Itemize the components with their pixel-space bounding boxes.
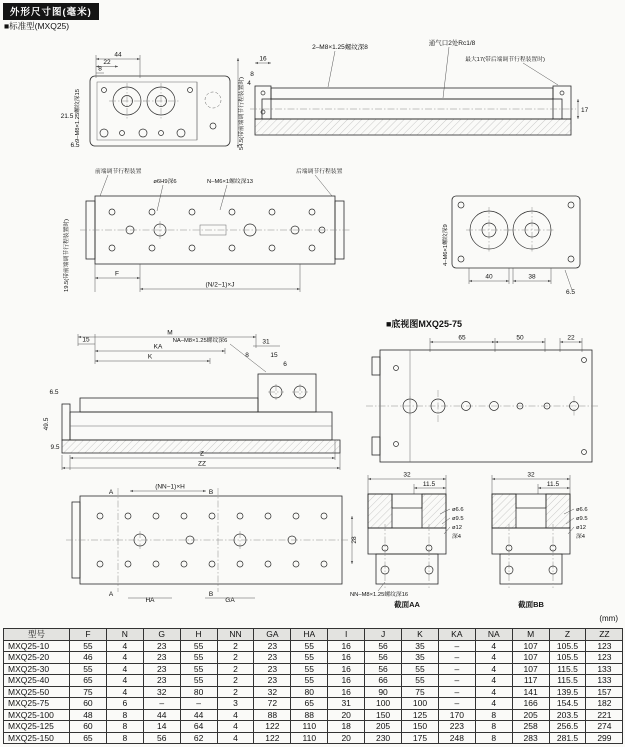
value-cell: 90	[365, 686, 402, 698]
value-cell: 31	[328, 698, 365, 710]
value-cell: 117	[512, 675, 549, 687]
dim-17-label: 17	[581, 107, 589, 114]
value-cell: 8	[475, 709, 512, 721]
value-cell: 205	[365, 721, 402, 733]
column-header: K	[402, 629, 439, 641]
value-cell: 65	[70, 675, 107, 687]
value-cell: 4	[475, 675, 512, 687]
end-thread-callout: 4–M6×1螺纹深9	[443, 224, 449, 266]
model-cell: MXQ25-100	[4, 709, 70, 721]
value-cell: 60	[70, 721, 107, 733]
value-cell: 55	[180, 652, 217, 664]
value-cell: 100	[365, 698, 402, 710]
air-port-callout: 通气口2处Rc1/8	[428, 40, 476, 47]
section-A-letter-bottom: A	[108, 591, 114, 598]
dim-32-aa-label: 32	[403, 471, 411, 479]
value-cell: 110	[291, 721, 328, 733]
value-cell: 20	[328, 732, 365, 744]
value-cell: 205	[512, 709, 549, 721]
value-cell: 56	[365, 640, 402, 652]
dim-6-5-end-label: 6.5	[566, 289, 576, 296]
dia-2-bb-label: ø9.5	[576, 516, 588, 522]
table-row	[4, 732, 623, 744]
column-header: J	[365, 629, 402, 641]
value-cell: 56	[365, 663, 402, 675]
section-B-letter-top: B	[208, 489, 214, 496]
dim-40-label: 40	[485, 273, 493, 281]
model-cell: MXQ25-75	[4, 698, 70, 710]
value-cell: 23	[254, 675, 291, 687]
value-cell: –	[438, 663, 475, 675]
value-cell: 123	[586, 652, 623, 664]
value-cell: 55	[291, 675, 328, 687]
value-cell: 2	[217, 675, 254, 687]
value-cell: 66	[365, 675, 402, 687]
stroke-adjuster-note: 54.5(带前端调节行程装置时)	[239, 76, 245, 150]
value-cell: 133	[586, 663, 623, 675]
dim-table-head-row	[4, 629, 623, 641]
value-cell: 16	[328, 652, 365, 664]
column-header: H	[180, 629, 217, 641]
table-row	[4, 698, 623, 710]
front-stroke-note: 19.5(带前端调节行程装置时)	[64, 218, 70, 292]
value-cell: 16	[328, 640, 365, 652]
depth-bb-label: 深4	[576, 534, 586, 540]
value-cell: 32	[254, 686, 291, 698]
value-cell: 4	[106, 640, 143, 652]
pin-hole-callout: ø6H9深6	[153, 179, 177, 185]
model-cell: MXQ25-30	[4, 663, 70, 675]
drawing-top-plan-view	[61, 52, 245, 151]
table-thread-callout: NA–M8×1.25螺纹深6	[172, 338, 228, 344]
value-cell: 170	[438, 709, 475, 721]
value-cell: 125	[402, 709, 439, 721]
table-row	[4, 652, 623, 664]
dimension-table	[3, 628, 623, 744]
value-cell: 4	[475, 698, 512, 710]
drawing-end-view	[441, 196, 580, 296]
dim-9-5-label: 9.5	[50, 444, 60, 451]
drawing-bottom-view-75	[366, 335, 600, 463]
dia-3-bb-label: ø12	[576, 525, 586, 531]
column-header: I	[328, 629, 365, 641]
value-cell: 64	[180, 721, 217, 733]
value-cell: 2	[217, 640, 254, 652]
value-cell: 62	[180, 732, 217, 744]
value-cell: 56	[365, 652, 402, 664]
dim-K-label: K	[147, 353, 153, 361]
value-cell: 23	[143, 675, 180, 687]
value-cell: 23	[143, 663, 180, 675]
value-cell: 32	[143, 686, 180, 698]
value-cell: 14	[143, 721, 180, 733]
value-cell: 107	[512, 652, 549, 664]
value-cell: 6	[106, 698, 143, 710]
value-cell: 122	[254, 732, 291, 744]
bottom-view-label: ■底视图MXQ25-75	[386, 319, 462, 329]
value-cell: 56	[143, 732, 180, 744]
value-cell: 8	[475, 721, 512, 733]
value-cell: 55	[402, 663, 439, 675]
model-cell: MXQ25-10	[4, 640, 70, 652]
dia-1-bb-label: ø6.6	[576, 507, 588, 513]
max-stroke-callout: 最大17(带后端调节行程装置时)	[465, 57, 545, 63]
value-cell: 4	[106, 675, 143, 687]
value-cell: 256.5	[549, 721, 586, 733]
value-cell: 115.5	[549, 663, 586, 675]
section-aa-caption: 截面AA	[394, 600, 420, 609]
dim-8-mid-label: 8	[245, 352, 249, 359]
dim-NN-H-label: (NN−1)×H	[155, 483, 185, 491]
value-cell: 23	[254, 652, 291, 664]
column-header: N	[106, 629, 143, 641]
dim-16-label: 16	[259, 55, 267, 63]
body-thread-callout: N–M6×1螺纹深13	[207, 179, 253, 185]
column-header: HA	[291, 629, 328, 641]
dim-HA-label: HA	[145, 597, 155, 604]
value-cell: 48	[70, 709, 107, 721]
value-cell: 16	[328, 663, 365, 675]
value-cell: 55	[70, 640, 107, 652]
page-title: 外形尺寸图(毫米)	[3, 3, 99, 20]
dim-4-label: 4	[247, 80, 251, 87]
dim-6-5-mid-label: 6.5	[49, 389, 59, 396]
value-cell: 2	[217, 652, 254, 664]
value-cell: 154.5	[549, 698, 586, 710]
drawing-section-bb	[492, 472, 588, 610]
value-cell: 80	[291, 686, 328, 698]
value-cell: 107	[512, 663, 549, 675]
value-cell: 72	[254, 698, 291, 710]
dim-11-5-bb-label: 11.5	[546, 480, 560, 488]
section-bb-caption: 截面BB	[518, 600, 544, 609]
dim-22-label-75: 22	[567, 334, 575, 342]
value-cell: 8	[475, 732, 512, 744]
value-cell: 60	[70, 698, 107, 710]
value-cell: 166	[512, 698, 549, 710]
value-cell: 3	[217, 698, 254, 710]
thread-callout-side: 2–M8×1.25螺纹深8	[312, 44, 368, 51]
front-adjuster-callout: 前端调节行程装置	[95, 169, 142, 175]
dim-F-label: F	[115, 270, 119, 278]
dim-65-label: 65	[458, 334, 466, 342]
table-row	[4, 721, 623, 733]
value-cell: 55	[180, 663, 217, 675]
value-cell: 4	[217, 709, 254, 721]
table-row	[4, 675, 623, 687]
value-cell: 55	[180, 675, 217, 687]
value-cell: 55	[291, 640, 328, 652]
nn-thread-callout: NN–M8×1.25螺纹深16	[350, 592, 409, 598]
value-cell: 4	[106, 663, 143, 675]
standard-type-label: ■标准型(MXQ25)	[4, 21, 70, 31]
drawing-mid-plan-view	[62, 167, 350, 292]
dim-Z-label: Z	[200, 450, 204, 458]
value-cell: –	[438, 640, 475, 652]
section-A-letter-top: A	[108, 489, 114, 496]
value-cell: 139.5	[549, 686, 586, 698]
value-cell: 75	[402, 686, 439, 698]
unit-label: (mm)	[599, 614, 618, 623]
value-cell: 4	[475, 663, 512, 675]
dim-KA-label: KA	[153, 343, 163, 351]
value-cell: 4	[106, 652, 143, 664]
value-cell: 18	[328, 721, 365, 733]
value-cell: 16	[328, 675, 365, 687]
value-cell: 115.5	[549, 675, 586, 687]
value-cell: 141	[512, 686, 549, 698]
value-cell: 55	[180, 640, 217, 652]
value-cell: 8	[106, 732, 143, 744]
value-cell: 4	[475, 686, 512, 698]
dim-6-label: 6	[283, 361, 287, 368]
value-cell: 2	[217, 686, 254, 698]
value-cell: 88	[291, 709, 328, 721]
value-cell: 16	[328, 686, 365, 698]
column-header: Z	[549, 629, 586, 641]
model-cell: MXQ25-40	[4, 675, 70, 687]
dim-38-label: 38	[528, 273, 536, 281]
value-cell: –	[438, 698, 475, 710]
value-cell: 2	[217, 663, 254, 675]
dim-table-body	[4, 640, 623, 744]
rear-adjuster-callout: 后端调节行程装置	[296, 169, 343, 175]
value-cell: –	[438, 686, 475, 698]
value-cell: 223	[438, 721, 475, 733]
value-cell: 4	[217, 732, 254, 744]
value-cell: 55	[291, 652, 328, 664]
value-cell: 88	[254, 709, 291, 721]
depth-aa-label: 深4	[452, 534, 462, 540]
dim-15b-label: 15	[270, 352, 278, 359]
dim-21-5-label: 21.5	[60, 113, 74, 120]
dim-ZZ-label: ZZ	[198, 460, 206, 468]
value-cell: 8	[106, 721, 143, 733]
value-cell: 23	[254, 663, 291, 675]
dim-11-5-aa-label: 11.5	[422, 480, 436, 488]
value-cell: 55	[402, 675, 439, 687]
column-header: G	[143, 629, 180, 641]
value-cell: 35	[402, 652, 439, 664]
value-cell: 4	[106, 686, 143, 698]
thread-callout-top-plan: 9–M8×1.25螺纹深15	[75, 88, 81, 142]
value-cell: 105.5	[549, 640, 586, 652]
value-cell: 80	[180, 686, 217, 698]
value-cell: 175	[402, 732, 439, 744]
dim-M-label: M	[167, 329, 173, 337]
value-cell: 248	[438, 732, 475, 744]
model-cell: MXQ25-50	[4, 686, 70, 698]
dim-8-side-label: 8	[250, 71, 254, 78]
value-cell: 150	[365, 709, 402, 721]
value-cell: 23	[254, 640, 291, 652]
table-row	[4, 686, 623, 698]
dia-2-aa-label: ø9.5	[452, 516, 464, 522]
value-cell: 55	[70, 663, 107, 675]
value-cell: 55	[291, 663, 328, 675]
model-cell: MXQ25-20	[4, 652, 70, 664]
value-cell: 105.5	[549, 652, 586, 664]
table-row	[4, 663, 623, 675]
dim-22-label: 22	[103, 59, 111, 66]
value-cell: 281.5	[549, 732, 586, 744]
value-cell: 23	[143, 652, 180, 664]
value-cell: 182	[586, 698, 623, 710]
value-cell: 44	[143, 709, 180, 721]
value-cell: 23	[143, 640, 180, 652]
dia-3-aa-label: ø12	[452, 525, 462, 531]
dim-NJ-label: (N/2−1)×J	[205, 281, 235, 289]
column-header: GA	[254, 629, 291, 641]
dim-6-5-label: 6.5	[70, 142, 80, 149]
dim-31-label: 31	[262, 338, 270, 346]
column-header: M	[512, 629, 549, 641]
dim-32-bb-label: 32	[527, 471, 535, 479]
value-cell: 258	[512, 721, 549, 733]
model-cell: MXQ25-150	[4, 732, 70, 744]
dim-49-5-label: 49.5	[43, 417, 50, 431]
dim-50-label: 50	[516, 334, 524, 342]
value-cell: 157	[586, 686, 623, 698]
value-cell: 65	[291, 698, 328, 710]
dim-44-label: 44	[114, 51, 122, 59]
value-cell: 230	[365, 732, 402, 744]
value-cell: –	[143, 698, 180, 710]
dim-8-label: 8	[98, 65, 102, 73]
value-cell: 123	[586, 640, 623, 652]
value-cell: 221	[586, 709, 623, 721]
drawing-bottom-plan-view	[66, 484, 358, 605]
column-header: KA	[438, 629, 475, 641]
dia-1-aa-label: ø6.6	[452, 507, 464, 513]
column-header: NN	[217, 629, 254, 641]
value-cell: 20	[328, 709, 365, 721]
value-cell: 8	[106, 709, 143, 721]
value-cell: 107	[512, 640, 549, 652]
value-cell: 75	[70, 686, 107, 698]
value-cell: 46	[70, 652, 107, 664]
value-cell: 4	[217, 721, 254, 733]
value-cell: 150	[402, 721, 439, 733]
value-cell: –	[438, 652, 475, 664]
dim-15a-label: 15	[82, 336, 90, 344]
section-B-letter-bottom: B	[208, 591, 214, 598]
column-header: F	[70, 629, 107, 641]
value-cell: 44	[180, 709, 217, 721]
value-cell: –	[438, 675, 475, 687]
value-cell: 122	[254, 721, 291, 733]
table-row	[4, 709, 623, 721]
value-cell: 65	[70, 732, 107, 744]
value-cell: 299	[586, 732, 623, 744]
value-cell: 100	[402, 698, 439, 710]
value-cell: 4	[475, 652, 512, 664]
value-cell: 274	[586, 721, 623, 733]
model-cell: MXQ25-125	[4, 721, 70, 733]
dim-GA-label: GA	[225, 597, 235, 604]
value-cell: 110	[291, 732, 328, 744]
value-cell: –	[180, 698, 217, 710]
value-cell: 35	[402, 640, 439, 652]
column-header: NA	[475, 629, 512, 641]
value-cell: 133	[586, 675, 623, 687]
drawing-top-side-view	[247, 38, 588, 135]
value-cell: 203.5	[549, 709, 586, 721]
dim-28-label: 28	[351, 536, 358, 544]
drawing-section-aa	[350, 472, 464, 610]
drawing-mid-side-view	[43, 330, 340, 471]
value-cell: 4	[475, 640, 512, 652]
column-header: 型号	[4, 629, 70, 641]
column-header: ZZ	[586, 629, 623, 641]
table-row	[4, 640, 623, 652]
value-cell: 283	[512, 732, 549, 744]
